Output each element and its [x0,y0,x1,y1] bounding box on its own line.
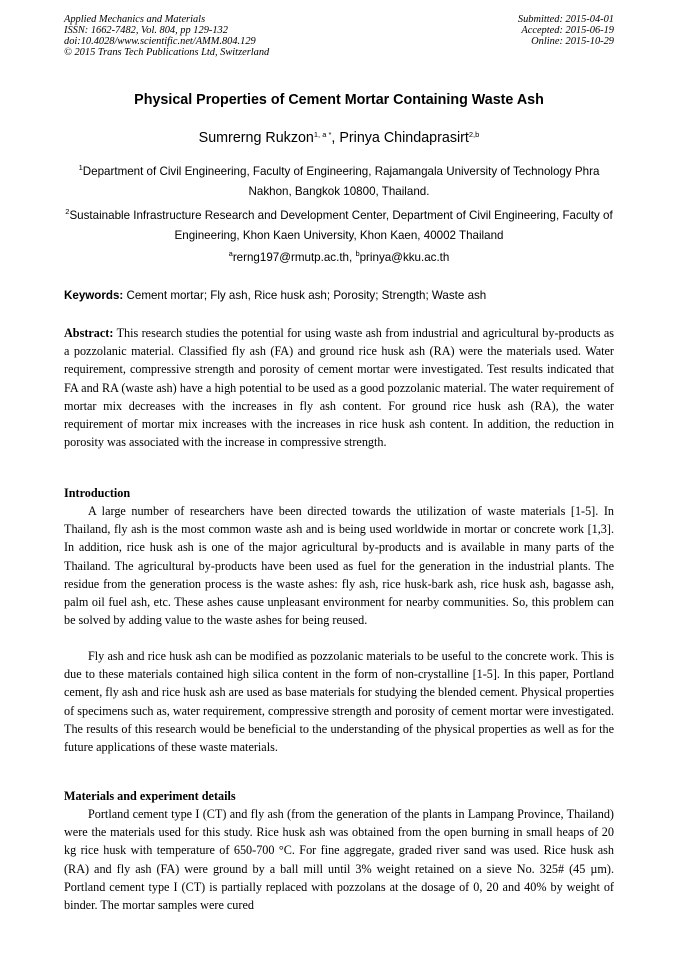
email-line [0,251,678,264]
accepted-date: Accepted: 2015-06-19 [521,25,614,36]
author-1-name: Sumrerng Rukzon [198,130,314,146]
email-b-sup: b [355,249,360,258]
keywords-label: Keywords: [64,289,124,302]
abstract [64,324,614,451]
author-separator: , [331,130,340,146]
online-date: Online: 2015-10-29 [531,36,614,47]
journal-name: Applied Mechanics and Materials [64,14,206,25]
introduction-paragraph-2 [64,647,614,756]
doi-line: doi:10.4028/www.scientific.net/AMM.804.129 [64,36,256,47]
affiliation-2-text: Sustainable Infrastructure Research and Development Center, Department of Civil Engineering, Faculty of Engineering, Khon Kaen University, Khon Kaen, 40002 Thailand [69,209,613,242]
materials-paragraph-1 [64,805,614,914]
affiliation-1-sup: 1 [78,163,83,172]
email-b[interactable]: prinya@kku.ac.th [359,251,450,264]
author-2-sup: 2,b [468,130,480,139]
author-2-name: Prinya Chindaprasirt [339,130,469,146]
introduction-paragraph-1 [64,502,614,629]
journal-header-left [64,14,269,58]
introduction-p1-text: A large number of researchers have been directed towards the utilization of waste materials [1-5]. In Thailand, fly ash is the most common waste ash and is being used worldwide in mortar or concrete work [1,3]. In addition, rice husk ash is one of the major agricultural by-products and is available in many parts of the Thailand. The agricultural by-products have been used as fuel for the generation in the industrial plants. The residue from the generation process is the waste ashes: fly ash, rice husk-bark ash, rice husk ash, bagasse ash, palm oil fuel ash, etc. These ashes cause unpleasant environment for nearby communities. So, this problem can be solved by adding value to the waste ashes for being reused. [64,504,614,628]
paper-title: Physical Properties of Cement Mortar Containing Waste Ash [134,92,544,108]
copyright-line: © 2015 Trans Tech Publications Ltd, Switzerland [64,47,270,58]
keywords-text: Cement mortar; Fly ash, Rice husk ash; Porosity; Strength; Waste ash [123,289,487,302]
journal-header-right [518,14,614,47]
issn-line: ISSN: 1662-7482, Vol. 804, pp 129-132 [64,25,228,36]
affiliation-2-sup: 2 [65,207,70,216]
affiliation-1 [64,162,614,202]
abstract-label: Abstract: [64,326,114,340]
author-1-sup: 1, a * [313,130,332,139]
introduction-p2-text: Fly ash and rice husk ash can be modified as pozzolanic materials to be useful to the concrete work. This is due to these materials contained high silica content in the form of non-crystalline [1-5]. In this paper, Portland cement, fly ash and rice husk ash are used as base materials for studying the blended cement. Physical properties of specimens such as, water requirement, compressive strength and porosity of cement mortar were investigated. The results of this research would be beneficial to the understanding of the physical properties as well as for the future applications of these waste materials. [64,649,614,755]
materials-p1-text: Portland cement type I (CT) and fly ash (from the generation of the plants in Lampang Province, Thailand) were the materials used for this study. Rice husk ash was obtained from the open burning in small heaps of 20 kg rice husk with temperature of 650-700 °C. For fine aggregate, graded river sand was used. Rice husk ash (RA) and fly ash (FA) were ground by a ball mill until 3% weight retained on a sieve No. 325# (45 µm). Portland cement type I (CT) is partially replaced with pozzolans at the dosage of 0, 20 and 40% by weight of binder. The mortar samples were cured [64,807,614,913]
affiliation-2 [64,206,614,246]
keywords [64,289,614,302]
affiliation-1-text: Department of Civil Engineering, Faculty of Engineering, Rajamangala University of Technology Phra Nakhon, Bangkok 10800, Thailand. [82,165,600,198]
materials-heading: Materials and experiment details [64,789,236,803]
introduction-heading: Introduction [64,486,131,500]
email-a-sup: a [228,249,233,258]
email-a[interactable]: rerng197@rmutp.ac.th, [232,251,356,264]
author-line [0,130,678,146]
abstract-text: This research studies the potential for using waste ash from industrial and agricultural by-products as a pozzolanic material. Classified fly ash (FA) and ground rice husk ash (RA) were the materials used. Water requirement, compressive strength and porosity of cement mortar were investigated. Test results indicated that FA and RA (waste ash) have a high potential to be used as a good pozzolanic material. The water requirement of mortar mix decreases with the increases in fly ash content. For ground rice husk ash (RA), the water requirement of mortar mix increases with the increases in rice husk ash content. In addition, the reduction in porosity was associated with the increase in compressive strength. [64,326,614,450]
submitted-date: Submitted: 2015-04-01 [517,14,614,25]
